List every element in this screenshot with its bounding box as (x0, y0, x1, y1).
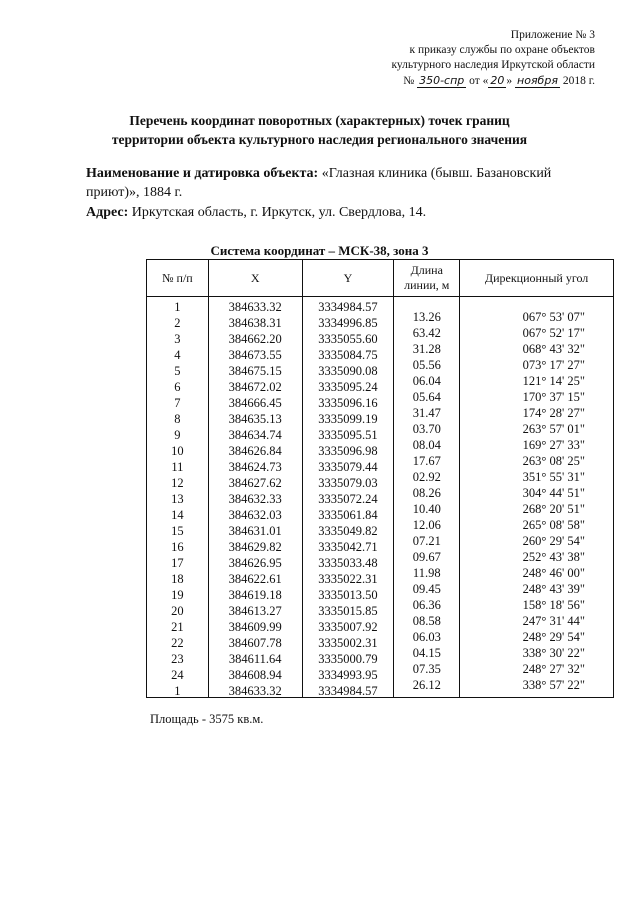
object-address-label: Адрес: (86, 205, 129, 220)
point-number: 3 (174, 332, 181, 346)
point-x: 384631.01 (228, 524, 282, 538)
segment-angle: 351° 55' 31" (522, 470, 585, 484)
segment-angle: 338° 57' 22" (522, 678, 585, 692)
segment-length: 05.64 (412, 390, 441, 404)
header-y: Y (302, 260, 394, 297)
segment-length: 06.03 (412, 630, 441, 644)
order-month: ноября (517, 74, 558, 87)
point-number: 10 (171, 444, 184, 458)
point-number: 23 (171, 652, 184, 666)
point-y: 3335079.44 (318, 460, 378, 474)
header-x: X (208, 260, 302, 297)
object-name-value: «Глазная клиника (бывш. Базановский приют)», 1884 г. (86, 166, 552, 200)
point-y: 3335099.19 (318, 412, 378, 426)
appendix-number: Приложение № 3 (510, 29, 595, 41)
segment-angle: 263° 57' 01" (522, 422, 585, 436)
title-line-2: территории объекта культурного наследия регионального значения (111, 132, 528, 147)
point-x: 384662.20 (228, 332, 282, 346)
segment-length: 05.56 (412, 358, 441, 372)
point-number: 14 (171, 508, 184, 522)
segment-length: 12.06 (412, 518, 441, 532)
point-y: 3335079.03 (318, 476, 378, 490)
object-info (86, 164, 601, 222)
point-number: 15 (171, 524, 184, 538)
point-x: 384634.74 (228, 428, 282, 442)
object-address (86, 203, 601, 222)
point-number: 2 (174, 316, 181, 330)
point-y: 3335095.24 (318, 380, 378, 394)
point-number: 6 (174, 380, 181, 394)
segment-length: 26.12 (412, 678, 441, 692)
order-mid: » (506, 75, 513, 87)
segment-angle: 073° 17' 27" (522, 358, 585, 372)
segment-length: 04.15 (412, 646, 441, 660)
coordinate-system-title: Система координат – МСК-38, зона 3 (210, 243, 429, 258)
order-day: 20 (490, 74, 505, 87)
point-y: 3335096.98 (318, 444, 378, 458)
point-number: 22 (171, 636, 184, 650)
column-length (394, 297, 460, 698)
segment-angle: 248° 29' 54" (522, 630, 585, 644)
point-x: 384629.82 (228, 540, 282, 554)
point-x: 384626.95 (228, 556, 282, 570)
table-body-row (147, 297, 614, 698)
point-y: 3335095.51 (318, 428, 378, 442)
order-number: 350-спр (419, 74, 465, 87)
document-title (60, 111, 579, 149)
point-number: 1 (174, 684, 181, 698)
point-x: 384611.64 (228, 652, 282, 666)
column-x (208, 297, 302, 698)
segment-length: 08.58 (412, 614, 441, 628)
segment-length: 10.40 (412, 502, 441, 516)
point-number: 5 (174, 364, 181, 378)
point-x: 384619.18 (228, 588, 282, 602)
point-number: 24 (171, 668, 184, 682)
point-y: 3335049.82 (318, 524, 378, 538)
segment-angle: 304° 44' 51" (522, 486, 585, 500)
header-number: № п/п (147, 260, 209, 297)
segment-angle: 121° 14' 25" (522, 374, 585, 388)
table-header-row (147, 260, 614, 297)
point-x: 384624.73 (228, 460, 282, 474)
coordinates-table (146, 259, 614, 698)
point-number: 19 (171, 588, 184, 602)
point-x: 384613.27 (228, 604, 282, 618)
header-angle: Дирекционный угол (460, 260, 614, 297)
point-x: 384633.32 (228, 684, 282, 698)
point-y: 3335090.08 (318, 364, 378, 378)
segment-length: 06.04 (412, 374, 441, 388)
segment-angle: 248° 43' 39" (522, 582, 585, 596)
point-x: 384666.45 (228, 396, 282, 410)
segment-angle: 252° 43' 38" (522, 550, 585, 564)
point-number: 7 (174, 396, 181, 410)
appendix-order-line: к приказу службы по охране объектов (409, 44, 595, 56)
point-number: 12 (171, 476, 184, 490)
segment-length: 07.21 (412, 534, 441, 548)
point-y: 3334996.85 (318, 316, 378, 330)
point-y: 3335013.50 (318, 588, 378, 602)
point-x: 384675.15 (228, 364, 282, 378)
point-number: 11 (171, 460, 184, 474)
point-y: 3335002.31 (318, 636, 378, 650)
point-number: 8 (174, 412, 181, 426)
order-details (392, 73, 596, 89)
order-year: 2018 г. (562, 75, 595, 87)
point-y: 3334993.95 (318, 668, 378, 682)
segment-angle: 174° 28' 27" (522, 406, 585, 420)
segment-length: 03.70 (412, 422, 441, 436)
point-x: 384633.32 (228, 300, 282, 314)
point-number: 18 (171, 572, 184, 586)
point-x: 384608.94 (228, 668, 282, 682)
point-x: 384627.62 (228, 476, 282, 490)
point-x: 384673.55 (228, 348, 282, 362)
point-number: 13 (171, 492, 184, 506)
segment-length: 08.26 (412, 486, 441, 500)
point-number: 21 (171, 620, 184, 634)
segment-length: 13.26 (412, 310, 441, 324)
point-y: 3335000.79 (318, 652, 378, 666)
point-y: 3335022.31 (318, 572, 378, 586)
segment-length: 17.67 (412, 454, 441, 468)
point-y: 3334984.57 (318, 300, 378, 314)
segment-length: 11.98 (412, 566, 441, 580)
segment-length: 63.42 (412, 326, 441, 340)
segment-length: 31.28 (412, 342, 441, 356)
object-address-value: Иркутская область, г. Иркутск, ул. Свердлова, 14. (128, 205, 427, 220)
appendix-header (392, 28, 596, 89)
segment-angle: 338° 30' 22" (522, 646, 585, 660)
order-prefix: № (403, 75, 415, 87)
order-from: от « (469, 75, 489, 87)
title-line-1: Перечень координат поворотных (характерных) точек границ (129, 113, 510, 128)
point-y: 3335007.92 (318, 620, 378, 634)
appendix-service-line: культурного наследия Иркутской области (391, 59, 595, 71)
segment-angle: 263° 08' 25" (522, 454, 585, 468)
segment-length: 09.67 (412, 550, 441, 564)
segment-angle: 067° 52' 17" (522, 326, 585, 340)
point-number: 20 (171, 604, 184, 618)
segment-angle: 170° 37' 15" (522, 390, 585, 404)
point-x: 384607.78 (228, 636, 282, 650)
point-y: 3335015.85 (318, 604, 378, 618)
segment-angle: 247° 31' 44" (522, 614, 585, 628)
point-y: 3335042.71 (318, 540, 378, 554)
point-x: 384635.13 (228, 412, 282, 426)
object-name-label: Наименование и датировка объекта: (86, 166, 319, 181)
point-number: 16 (171, 540, 184, 554)
segment-length: 09.45 (412, 582, 441, 596)
segment-angle: 268° 20' 51" (522, 502, 585, 516)
segment-angle: 265° 08' 58" (522, 518, 585, 532)
segment-angle: 248° 27' 32" (522, 662, 585, 676)
point-x: 384632.03 (228, 508, 282, 522)
point-x: 384672.02 (228, 380, 282, 394)
segment-length: 06.36 (412, 598, 441, 612)
point-x: 384609.99 (228, 620, 282, 634)
column-y (302, 297, 394, 698)
segment-angle: 260° 29' 54" (522, 534, 585, 548)
column-angle (460, 297, 614, 698)
point-y: 3335084.75 (318, 348, 378, 362)
point-y: 3335072.24 (318, 492, 378, 506)
segment-length: 08.04 (412, 438, 441, 452)
point-number: 4 (174, 348, 181, 362)
point-x: 384622.61 (228, 572, 282, 586)
point-number: 17 (171, 556, 184, 570)
segment-length: 31.47 (412, 406, 441, 420)
object-name (86, 164, 601, 202)
point-y: 3335033.48 (318, 556, 378, 570)
point-number: 9 (174, 428, 181, 442)
point-x: 384626.84 (228, 444, 282, 458)
segment-angle: 169° 27' 33" (522, 438, 585, 452)
segment-length: 02.92 (412, 470, 441, 484)
area-total: Площадь - 3575 кв.м. (150, 712, 264, 726)
point-x: 384632.33 (228, 492, 282, 506)
segment-length: 07.35 (412, 662, 441, 676)
column-number (147, 297, 209, 698)
point-y: 3335061.84 (318, 508, 378, 522)
point-y: 3335096.16 (318, 396, 378, 410)
point-y: 3334984.57 (318, 684, 378, 698)
point-number: 1 (174, 300, 181, 314)
segment-angle: 067° 53' 07" (522, 310, 585, 324)
header-length: Длина линии, м (394, 260, 460, 297)
point-x: 384638.31 (228, 316, 282, 330)
point-y: 3335055.60 (318, 332, 378, 346)
segment-angle: 068° 43' 32" (522, 342, 585, 356)
segment-angle: 158° 18' 56" (522, 598, 585, 612)
segment-angle: 248° 46' 00" (522, 566, 585, 580)
